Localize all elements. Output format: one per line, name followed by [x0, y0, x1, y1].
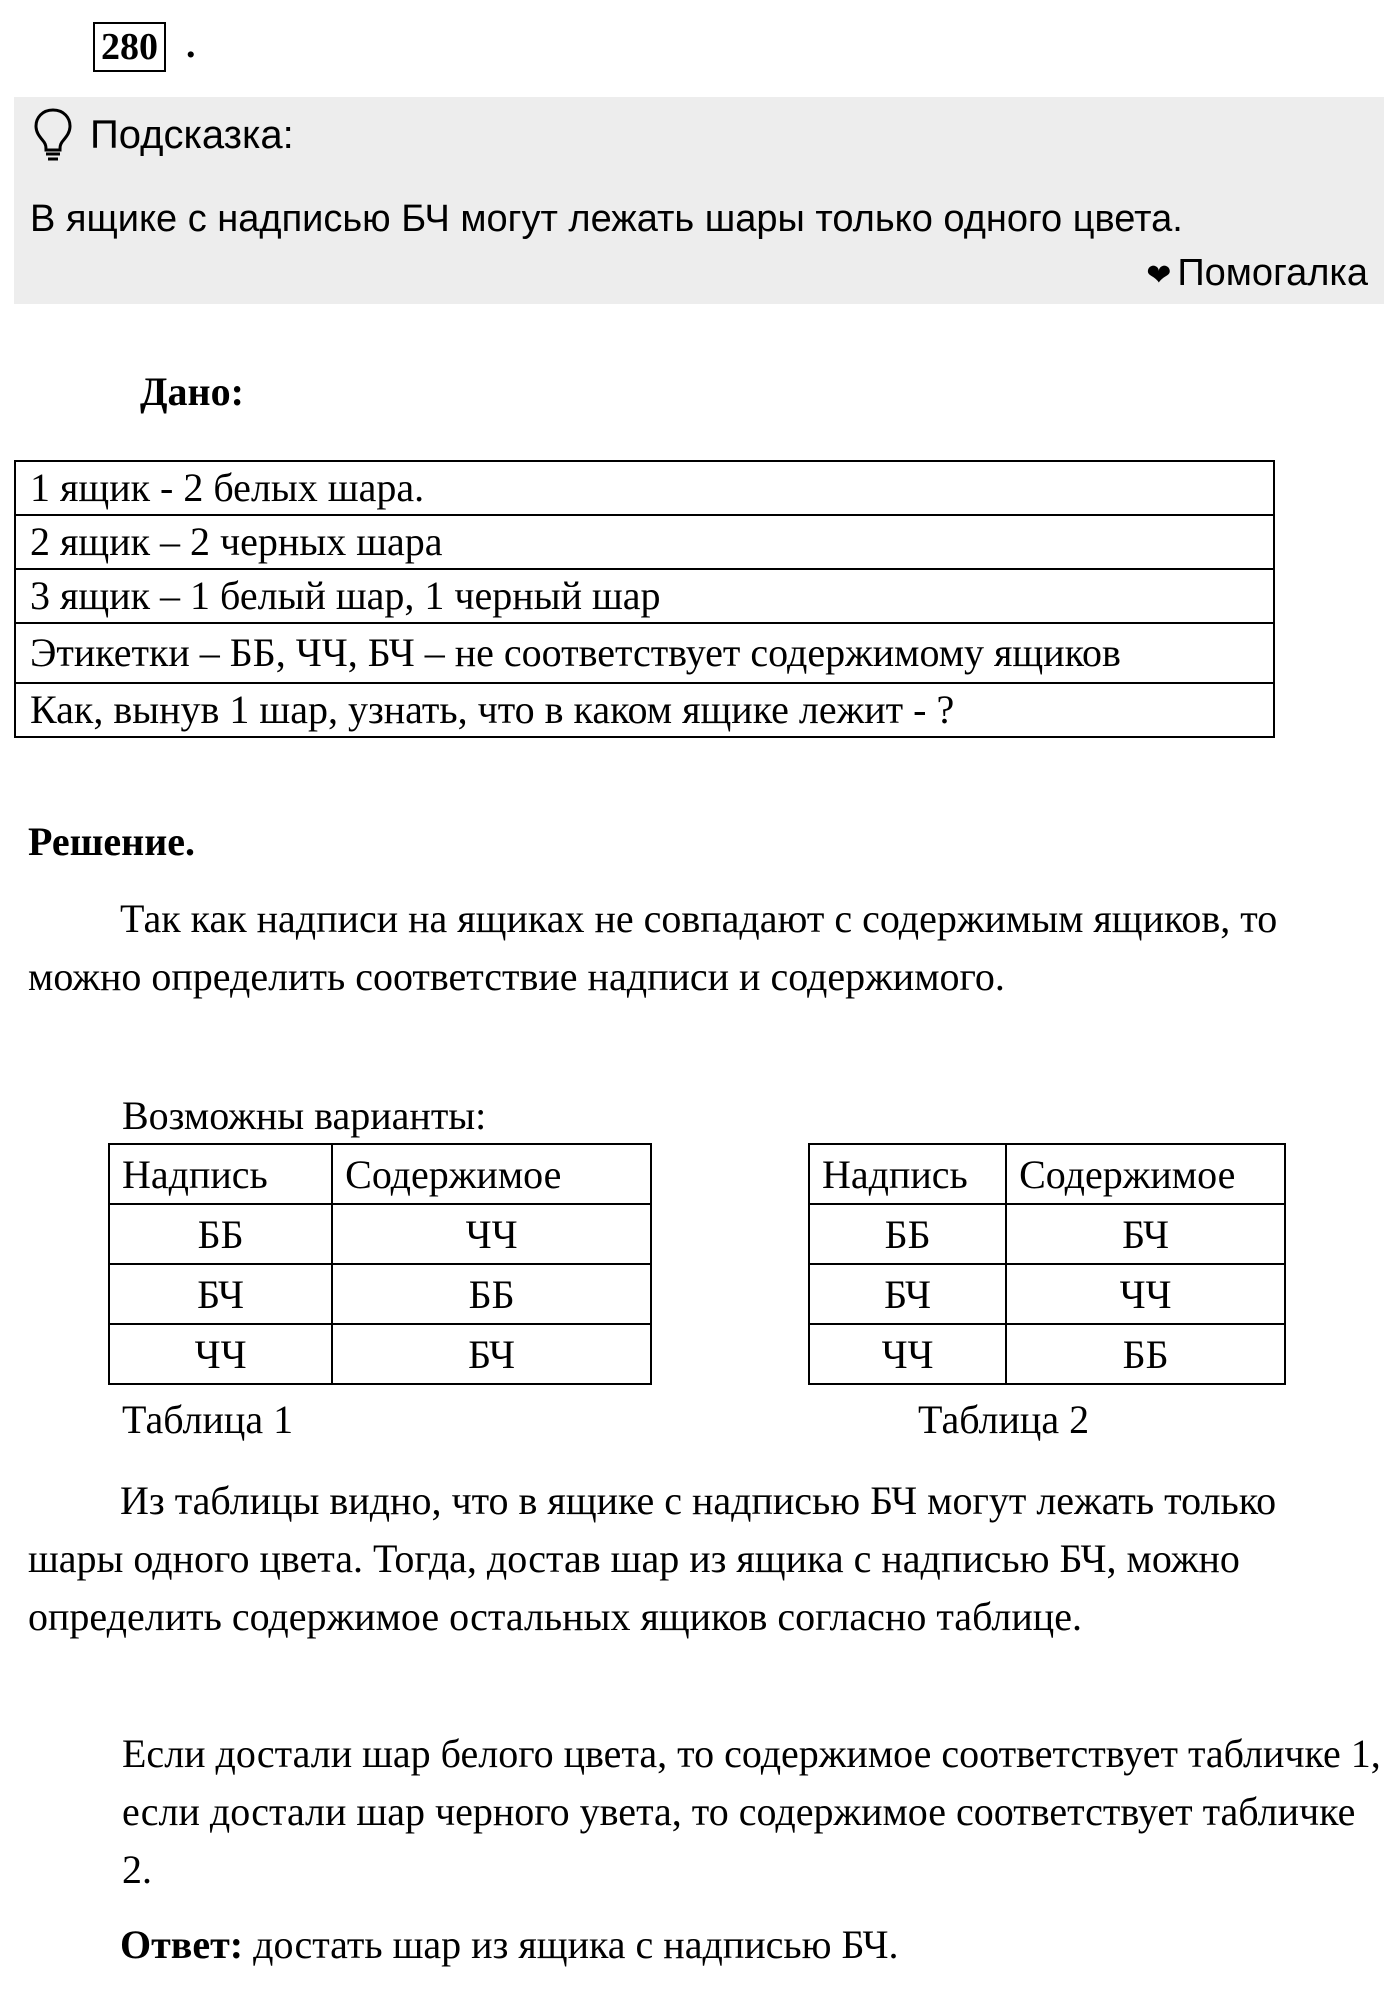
given-row: 1 ящик - 2 белых шара. [30, 465, 425, 510]
task-number: 280 [93, 22, 166, 72]
given-row: Как, вынув 1 шар, узнать, что в каком ящике лежит - ? [16, 682, 1273, 736]
answer [120, 1917, 898, 1973]
table-cell: БЧ [109, 1264, 332, 1324]
helper-link[interactable] [1146, 249, 1368, 300]
answer-text: достать шар из ящика с надписью БЧ. [243, 1922, 899, 1967]
variants-table-1 [108, 1143, 652, 1385]
table-cell: БЧ [332, 1324, 651, 1384]
solution-conclusion: Из таблицы видно, что в ящике с надписью БЧ могут лежать только шары одного цвета. Тогда, достав шар из ящика с надписью БЧ, можно определить содержимое остальных ящиков согласно таблице. [28, 1478, 1277, 1639]
table-row [809, 1324, 1285, 1384]
table-header: Содержимое [1006, 1144, 1285, 1204]
table-row [109, 1324, 651, 1384]
answer-label: Ответ: [120, 1922, 244, 1967]
hint-box [14, 97, 1384, 304]
table-header: Надпись [109, 1144, 332, 1204]
table-row [809, 1264, 1285, 1324]
table-cell: ББ [332, 1264, 651, 1324]
table-cell: ББ [1006, 1324, 1285, 1384]
table-cell: БЧ [1006, 1204, 1285, 1264]
table-cell: ЧЧ [332, 1204, 651, 1264]
table-row [109, 1264, 651, 1324]
table-cell: ЧЧ [109, 1324, 332, 1384]
variants-label: Возможны варианты: [122, 1093, 487, 1138]
heart-icon: ❤ [1146, 259, 1172, 292]
table-1-caption: Таблица 1 [122, 1397, 294, 1442]
given-row: 2 ящик – 2 черных шара [16, 514, 1273, 568]
given-table [14, 460, 1275, 738]
solution-rule: Если достали шар белого цвета, то содержимое соответствует табличке 1, если достали шар черного увета, то содержимое соответствует табличке 2. [122, 1731, 1381, 1892]
given-row: 3 ящик – 1 белый шар, 1 черный шар [16, 568, 1273, 622]
solution-intro: Так как надписи на ящиках не совпадают с содержимым ящиков, то можно определить соответствие надписи и содержимого. [28, 896, 1278, 999]
hint-text: В ящике с надписью БЧ могут лежать шары только одного цвета. [30, 198, 1183, 240]
task-number-dot: . [186, 24, 196, 66]
helper-label: Помогалка [1177, 252, 1368, 294]
table-header: Надпись [809, 1144, 1006, 1204]
variants-table-2 [808, 1143, 1286, 1385]
table-header: Содержимое [332, 1144, 651, 1204]
table-cell: ЧЧ [1006, 1264, 1285, 1324]
hint-title: Подсказка: [90, 113, 294, 157]
given-label: Дано: [140, 369, 244, 414]
table-cell: ББ [809, 1204, 1006, 1264]
given-row: Этикетки – ББ, ЧЧ, БЧ – не соответствует содержимому ящиков [16, 622, 1273, 682]
lightbulb-icon [32, 107, 74, 163]
table-2-caption: Таблица 2 [918, 1397, 1090, 1442]
table-cell: БЧ [809, 1264, 1006, 1324]
table-row [109, 1204, 651, 1264]
table-cell: ЧЧ [809, 1324, 1006, 1384]
table-row [809, 1204, 1285, 1264]
solution-label: Решение. [28, 819, 196, 864]
table-cell: ББ [109, 1204, 332, 1264]
